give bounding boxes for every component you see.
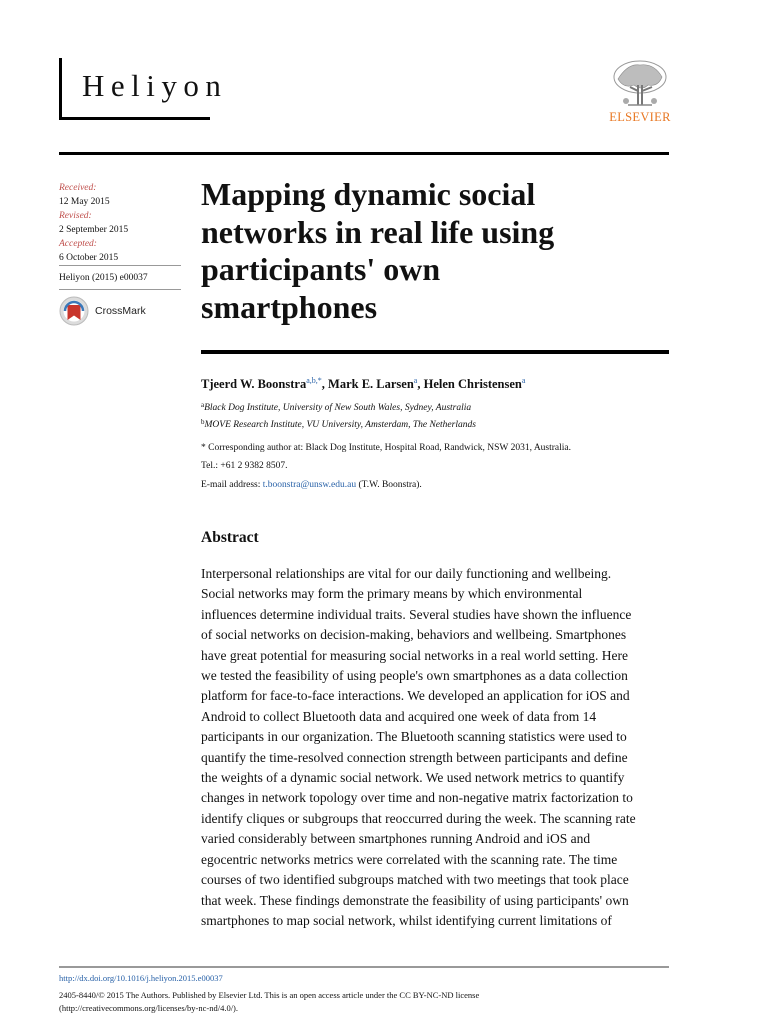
abstract-body bbox=[201, 564, 671, 931]
journal-brand-bar bbox=[59, 58, 62, 119]
revised-date: 2 September 2015 bbox=[59, 225, 129, 235]
citation: Heliyon (2015) e00037 bbox=[59, 273, 148, 283]
abstract-line: changes in network topology over time and non-negative matrix factorization to bbox=[201, 790, 633, 806]
author-affiliation-marks[interactable]: a bbox=[413, 376, 418, 385]
accepted-date: 6 October 2015 bbox=[59, 253, 119, 263]
footer-rule bbox=[59, 966, 669, 968]
meta-divider bbox=[59, 265, 181, 266]
corresponding-author: * Corresponding author at: Black Dog Institute, Hospital Road, Randwick, NSW 2031, Australia. bbox=[201, 443, 572, 453]
author-separator: , bbox=[417, 377, 424, 391]
affiliation-text: Black Dog Institute, University of New South Wales, Sydney, Australia bbox=[204, 403, 472, 413]
affiliation-text: MOVE Research Institute, VU University, Amsterdam, The Netherlands bbox=[204, 420, 476, 430]
license-text: 2405-8440/© 2015 The Authors. Published by Elsevier Ltd. This is an open access article under the CC BY-NC-ND license bbox=[59, 990, 480, 1000]
abstract-line: courses of two identified subgroups matched with two meetings that took place bbox=[201, 872, 629, 888]
journal-name: Heliyon bbox=[82, 68, 228, 103]
abstract-line: influences determine individual traits. Several studies have shown the influence bbox=[201, 606, 632, 622]
affiliation bbox=[201, 401, 471, 413]
title-line: networks in real life using bbox=[201, 213, 555, 250]
email-label: E-mail address: bbox=[201, 480, 263, 490]
telephone: Tel.: +61 2 9382 8507. bbox=[201, 461, 288, 471]
doi-link[interactable]: http://dx.doi.org/10.1016/j.heliyon.2015.e00037 bbox=[59, 973, 223, 983]
affiliation-mark: a bbox=[201, 401, 205, 409]
title-line: participants' own bbox=[201, 251, 441, 287]
abstract-line: we tested the feasibility of using people's own smartphones as a data collection bbox=[201, 668, 628, 684]
meta-divider bbox=[59, 289, 181, 290]
abstract-line: have great potential for measuring social networks in a real world setting. Here bbox=[201, 647, 628, 663]
publisher-name: ELSEVIER bbox=[609, 110, 671, 124]
abstract-line: that week. These findings demonstrate the feasibility of using participants' own bbox=[201, 892, 629, 908]
license-url[interactable]: (http://creativecommons.org/licenses/by-nc-nd/4.0/). bbox=[59, 1003, 239, 1013]
abstract-line: Interpersonal relationships are vital for our daily functioning and wellbeing. bbox=[201, 566, 612, 581]
abstract-heading: Abstract bbox=[201, 529, 259, 546]
article-title bbox=[201, 176, 661, 326]
author-separator: , bbox=[321, 377, 329, 391]
author-name: Helen Christensen bbox=[423, 377, 522, 391]
title-line: smartphones bbox=[201, 288, 378, 325]
received-date: 12 May 2015 bbox=[59, 197, 110, 207]
email-suffix: (T.W. Boonstra). bbox=[356, 480, 422, 490]
abstract-line: quantify the time-resolved connection strength between participants and define bbox=[201, 749, 628, 765]
abstract-line: identify cliques or subgroups that reoccurred during the week. The scanning rate bbox=[201, 810, 636, 826]
abstract-line: platform for face-to-face interactions. We developed an application for iOS and bbox=[201, 688, 630, 704]
abstract-line: varied considerably between smartphones running Android and iOS and bbox=[201, 831, 591, 847]
affiliation bbox=[201, 418, 476, 430]
article-history bbox=[59, 181, 128, 265]
accepted-label: Accepted: bbox=[59, 239, 97, 249]
crossmark-badge[interactable] bbox=[59, 296, 146, 326]
title-line: Mapping dynamic social bbox=[201, 176, 536, 212]
author-affiliation-marks[interactable]: a bbox=[521, 376, 526, 385]
header-rule bbox=[59, 152, 669, 155]
affiliation-mark: b bbox=[201, 418, 205, 426]
author-name: Tjeerd W. Boonstra bbox=[201, 377, 307, 391]
journal-brand-underline bbox=[59, 117, 210, 120]
author-affiliation-marks[interactable]: a,b,* bbox=[306, 376, 322, 385]
crossmark-label: CrossMark bbox=[95, 305, 146, 317]
author-name: Mark E. Larsen bbox=[328, 377, 414, 391]
abstract-line: egocentric networks metrics were correlated with the scanning rate. The time bbox=[201, 851, 618, 867]
abstract-line: smartphones to map social network, whilst identifying current limitations of bbox=[201, 912, 612, 928]
email-link[interactable]: t.boonstra@unsw.edu.au bbox=[262, 480, 357, 490]
received-label: Received: bbox=[59, 183, 97, 193]
elsevier-tree-logo bbox=[608, 57, 672, 117]
author-list bbox=[201, 376, 525, 392]
revised-label: Revised: bbox=[59, 211, 92, 221]
abstract-line: participants in our organization. The Bluetooth scanning statistics were used to bbox=[201, 729, 627, 745]
title-rule bbox=[201, 350, 669, 354]
abstract-line: Android to collect Bluetooth data and acquired one week of data from 14 bbox=[201, 708, 597, 724]
email-line bbox=[201, 480, 422, 490]
abstract-line: the weights of a dynamic social network. We used network metrics to quantify bbox=[201, 770, 625, 786]
abstract-line: Social networks may form the primary means by which environmental bbox=[201, 586, 583, 602]
abstract-line: of social networks on decision-making, behaviors and wellbeing. Smartphones bbox=[201, 627, 627, 643]
crossmark-icon bbox=[59, 296, 89, 326]
